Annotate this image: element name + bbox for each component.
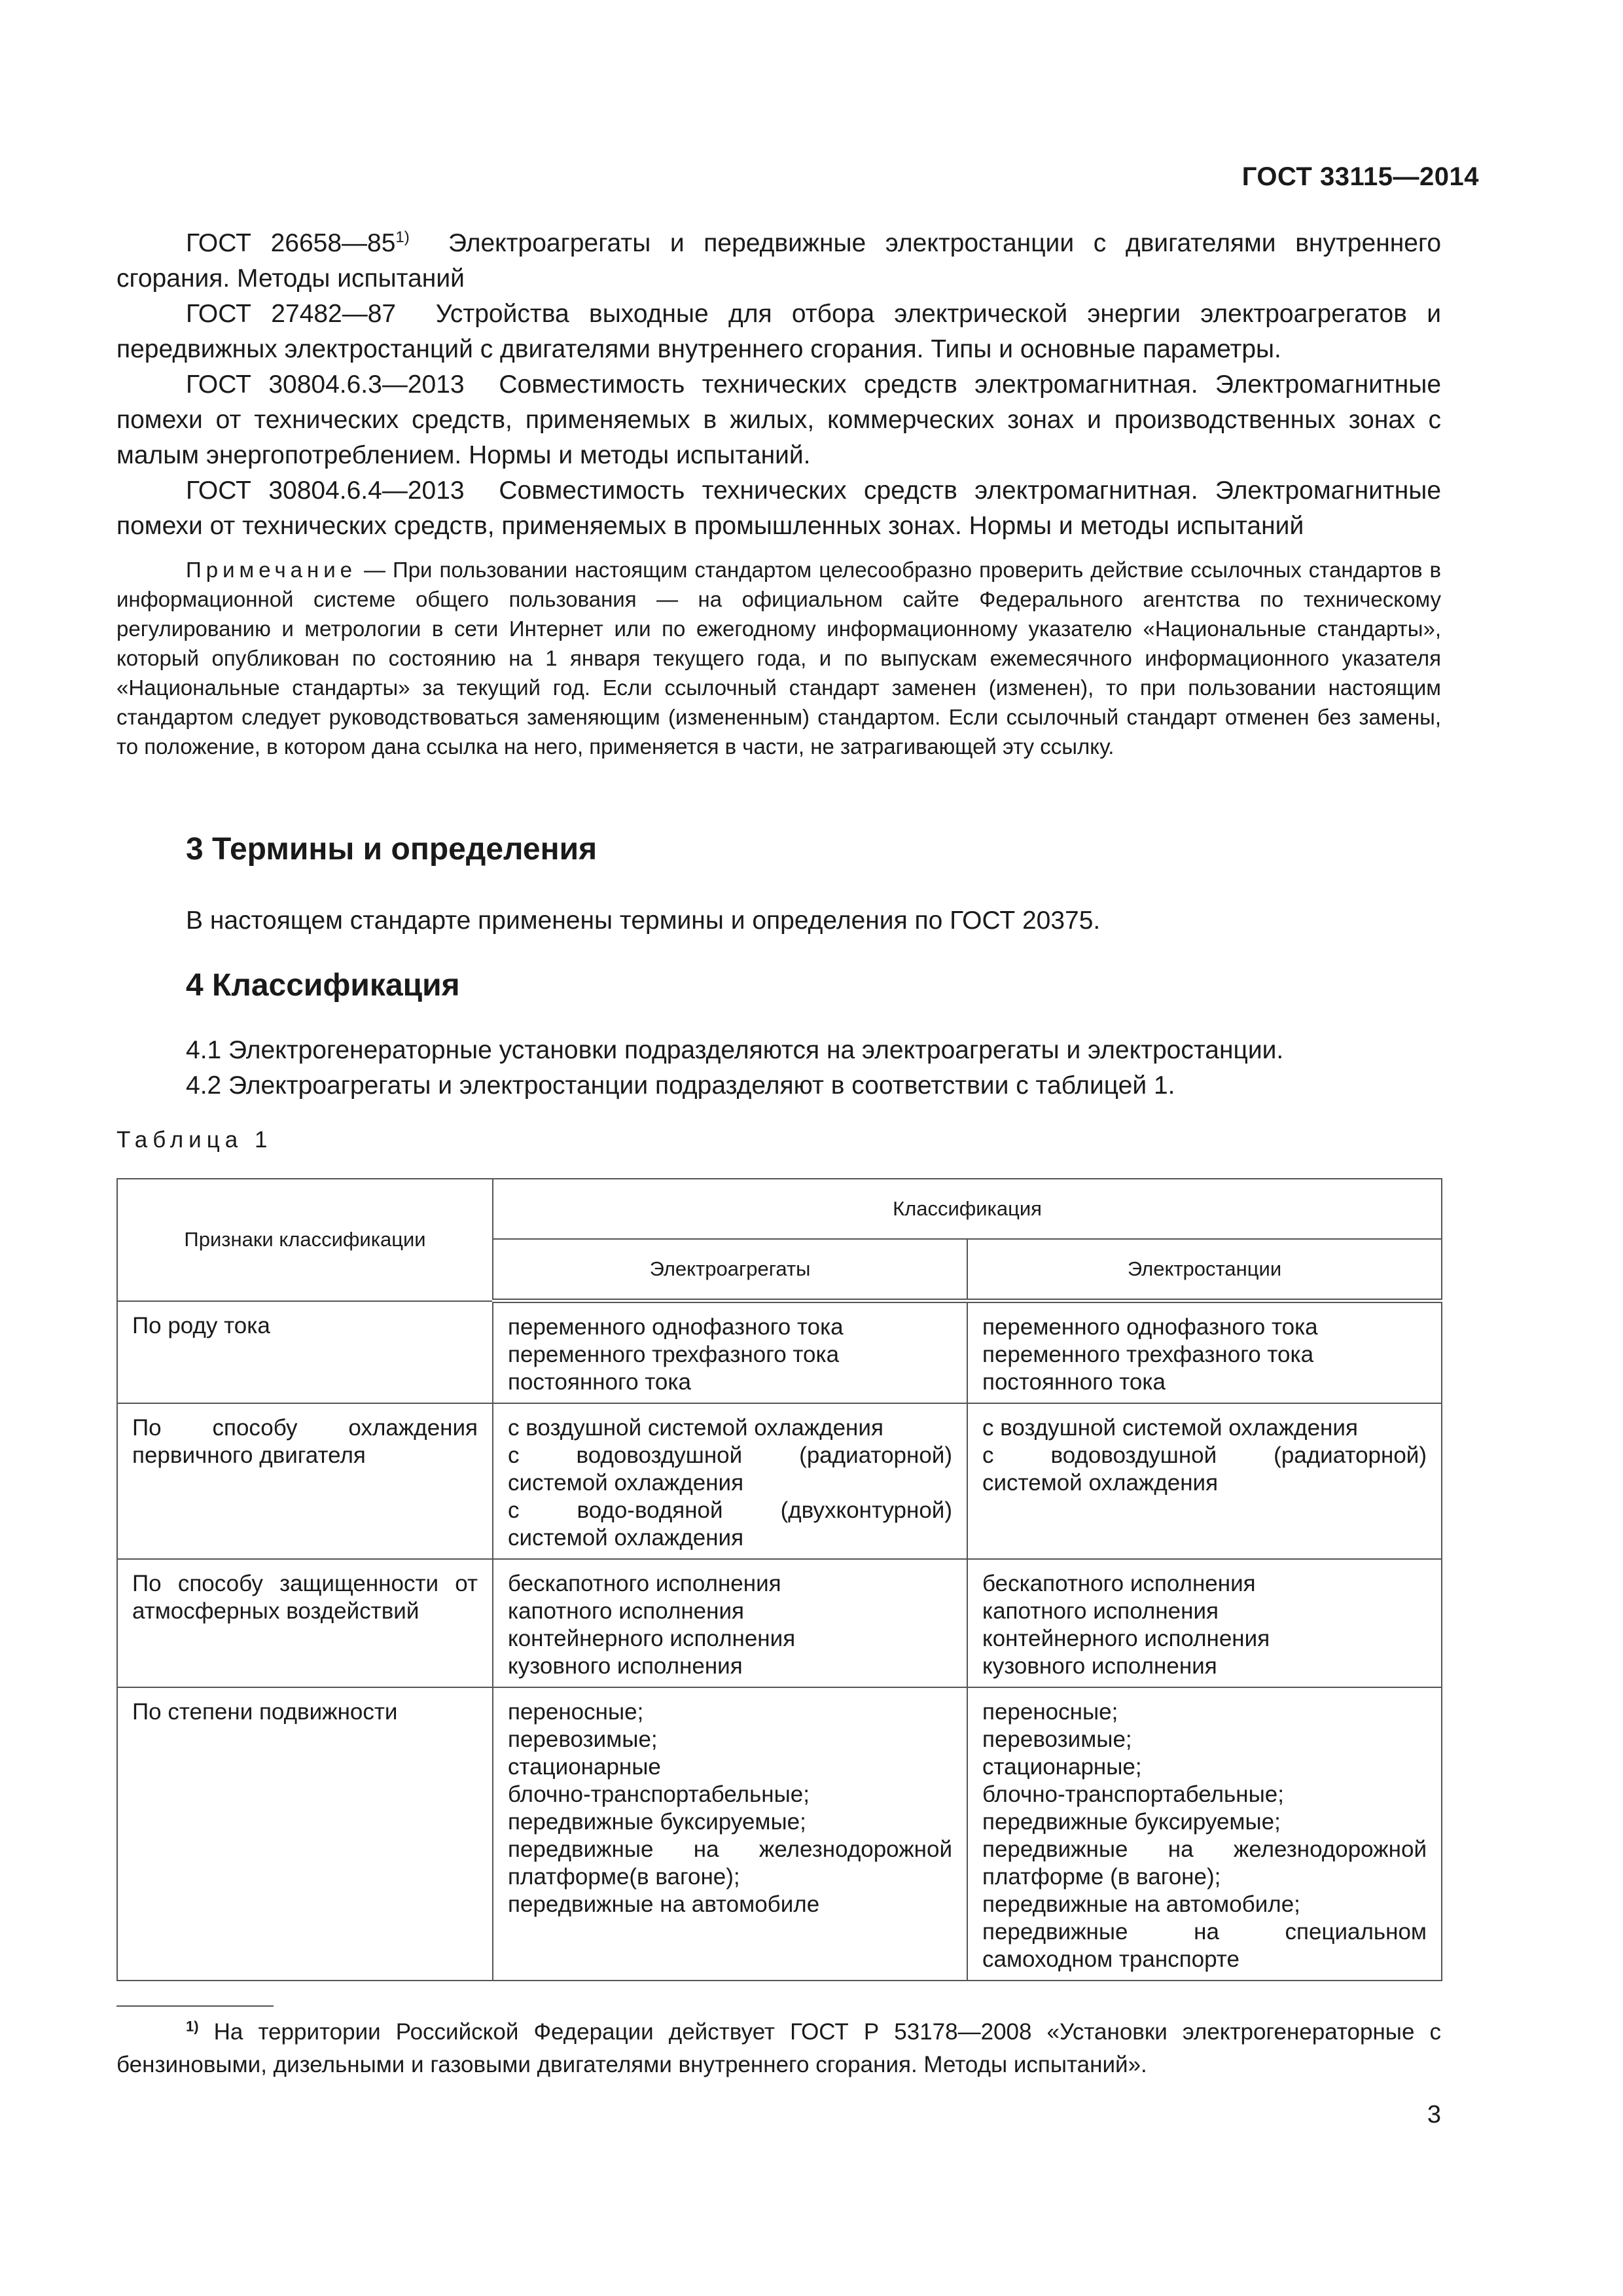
footnote-marker: 1)	[395, 228, 410, 246]
cell-line: постоянного тока	[982, 1369, 1166, 1395]
cell-line: стационарные;	[982, 1754, 1142, 1780]
cell-line: передвижные буксируемые;	[982, 1809, 1281, 1835]
cell-line: бескапотного исполнения	[982, 1571, 1256, 1596]
footnote-separator	[116, 2005, 274, 2007]
page-number: 3	[1427, 2101, 1441, 2128]
reference-item	[116, 473, 1441, 544]
table-caption: Таблица 1	[116, 1127, 273, 1153]
cell-line: капотного исполнения	[508, 1598, 744, 1624]
cell-line: с воздушной системой охлаждения	[508, 1415, 883, 1441]
generator-sets-cell	[493, 1403, 967, 1559]
cell-line: капотного исполнения	[982, 1598, 1219, 1624]
note-block	[116, 555, 1441, 761]
reference-code: ГОСТ 27482—87	[186, 300, 397, 328]
document-id: ГОСТ 33115—2014	[1241, 162, 1479, 191]
generator-sets-cell	[493, 1301, 967, 1404]
cell-line: переменного трехфазного тока	[508, 1342, 840, 1367]
clause-4-1: 4.1 Электрогенераторные установки подразделяются на электроагрегаты и электростанции.	[186, 1036, 1284, 1064]
table-row	[117, 1301, 1442, 1404]
cell-line: кузовного исполнения	[508, 1653, 743, 1679]
cell-line: стационарные	[508, 1754, 661, 1780]
section-3-text: В настоящем стандарте применены термины и определения по ГОСТ 20375.	[186, 906, 1101, 935]
reference-title: Устройства выходные для отбора электрической энергии электроагрегатов и передвижных электростанций с двигателями внутреннего сгорания. Типы и основные параметры.	[116, 300, 1442, 363]
generator-sets-cell	[493, 1687, 967, 1981]
cell-line: с водо-водяной (двухконтурной) системой охлаждения	[508, 1498, 952, 1551]
footnote-marker: 1)	[186, 2018, 199, 2035]
cell-line: бескапотного исполнения	[508, 1571, 781, 1596]
cell-line: переменного однофазного тока	[508, 1314, 844, 1340]
reference-title: Совместимость технических средств электромагнитная. Электромагнитные помехи от технических средств, применяемых в промышленных зонах. Нормы и методы испытаний	[116, 476, 1442, 540]
cell-line: постоянного тока	[508, 1369, 691, 1395]
cell-line: кузовного исполнения	[982, 1653, 1217, 1679]
table-row	[117, 1687, 1442, 1981]
reference-title: Электроагрегаты и передвижные электростанции с двигателями внутреннего сгорания. Методы испытаний	[116, 229, 1442, 293]
cell-line: передвижные на железнодорожной платформе(в вагоне);	[508, 1837, 952, 1890]
note-text: — При пользовании настоящим стандартом целесообразно проверить действие ссылочных стандартов в информационной системе общего пользования — на официальном сайте Федерального агентства по техническому регулированию и метрологии в сети Интернет или по ежегодному информационному указателю «Национальные стандарты», который опубликован по состоянию на 1 января текущего года, и по выпускам ежемесячного информационного указателя «Национальные стандарты» за текущий год. Если ссылочный стандарт заменен (изменен), то при пользовании настоящим стандартом следует руководствоваться заменяющим (измененным) стандартом. Если ссылочный стандарт отменен без замены, то положение, в котором дана ссылка на него, применяется в части, не затрагивающей эту ссылку.	[116, 558, 1441, 759]
classification-table	[116, 1178, 1442, 1981]
reference-item	[116, 367, 1441, 473]
header-criteria: Признаки классификации	[117, 1179, 493, 1301]
power-stations-cell	[967, 1559, 1442, 1687]
section-3-heading: 3 Термины и определения	[186, 832, 597, 867]
cell-line: передвижные на железнодорожной платформе (в вагоне);	[982, 1837, 1427, 1890]
criterion-cell: По степени подвижности	[117, 1687, 493, 1981]
reference-code: ГОСТ 30804.6.4—2013	[186, 476, 465, 505]
cell-line: передвижные на специальном самоходном транспорте	[982, 1919, 1427, 1972]
power-stations-cell	[967, 1301, 1442, 1404]
reference-code: ГОСТ 30804.6.3—2013	[186, 370, 465, 399]
cell-line: передвижные буксируемые;	[508, 1809, 806, 1835]
header-generator-sets: Электроагрегаты	[493, 1239, 967, 1301]
section-4-heading: 4 Классификация	[186, 968, 460, 1003]
cell-line: с водовоздушной (радиаторной) системой охлаждения	[508, 1443, 952, 1496]
cell-line: перевозимые;	[508, 1727, 658, 1752]
reference-code: ГОСТ 26658—85	[186, 229, 396, 257]
normative-references	[116, 226, 1441, 544]
cell-line: перевозимые;	[982, 1727, 1132, 1752]
table-row	[117, 1403, 1442, 1559]
cell-line: передвижные на автомобиле	[508, 1892, 820, 1917]
cell-line: блочно-транспортабельные;	[982, 1782, 1284, 1807]
criterion-cell: По роду тока	[117, 1301, 493, 1404]
reference-item	[116, 226, 1441, 296]
cell-line: блочно-транспортабельные;	[508, 1782, 810, 1807]
footnote	[116, 2016, 1441, 2081]
table-row	[117, 1559, 1442, 1687]
cell-line: с водовоздушной (радиаторной) системой охлаждения	[982, 1443, 1427, 1496]
note-label: Примечание	[186, 558, 357, 582]
criterion-cell: По способу охлаждения первичного двигателя	[117, 1403, 493, 1559]
cell-line: передвижные на автомобиле;	[982, 1892, 1300, 1917]
clause-4-2: 4.2 Электроагрегаты и электростанции подразделяют в соответствии с таблицей 1.	[186, 1071, 1175, 1100]
criterion-cell: По способу защищенности от атмосферных воздействий	[117, 1559, 493, 1687]
header-power-stations: Электростанции	[967, 1239, 1442, 1301]
cell-line: переменного трехфазного тока	[982, 1342, 1314, 1367]
footnote-text: На территории Российской Федерации действует ГОСТ Р 53178—2008 «Установки электрогенераторные с бензиновыми, дизельными и газовыми двигателями внутреннего сгорания. Методы испытаний».	[116, 2019, 1441, 2077]
cell-line: контейнерного исполнения	[508, 1626, 796, 1651]
power-stations-cell	[967, 1687, 1442, 1981]
power-stations-cell	[967, 1403, 1442, 1559]
generator-sets-cell	[493, 1559, 967, 1687]
cell-line: с воздушной системой охлаждения	[982, 1415, 1358, 1441]
cell-line: контейнерного исполнения	[982, 1626, 1270, 1651]
cell-line: переносные;	[508, 1699, 644, 1725]
reference-item	[116, 296, 1441, 367]
header-classification: Классификация	[493, 1179, 1442, 1239]
cell-line: переменного однофазного тока	[982, 1314, 1318, 1340]
cell-line: переносные;	[982, 1699, 1118, 1725]
reference-title: Совместимость технических средств электромагнитная. Электромагнитные помехи от технических средств, применяемых в жилых, коммерческих зонах и производственных зонах с малым энергопотреблением. Нормы и методы испытаний.	[116, 370, 1442, 469]
